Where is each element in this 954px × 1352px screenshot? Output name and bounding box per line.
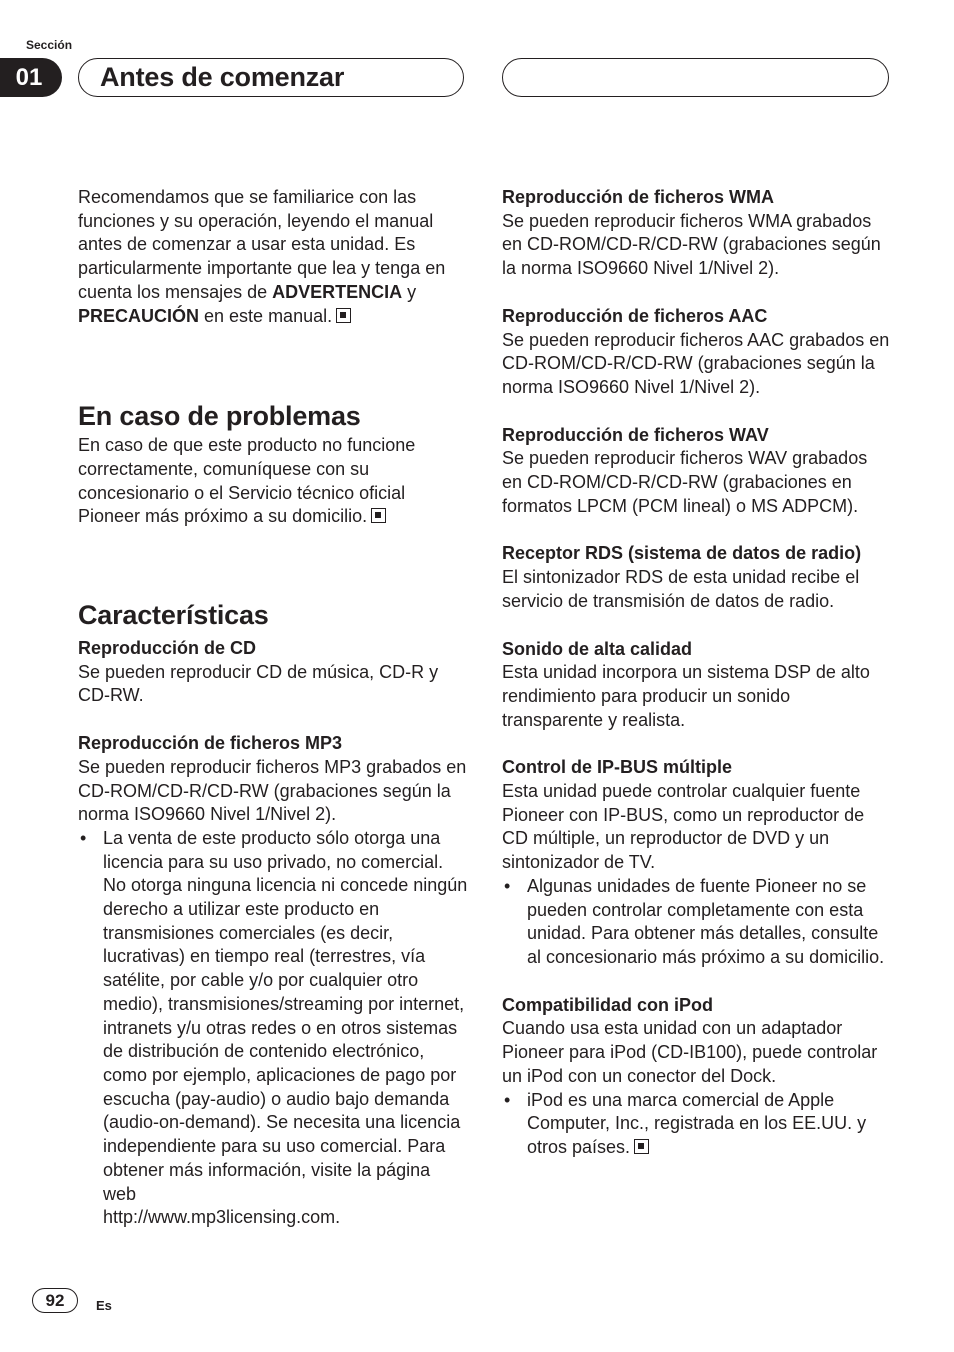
end-of-section-icon xyxy=(634,1139,649,1154)
cd-text: Se pueden reproducir CD de música, CD-R y CD-RW. xyxy=(78,661,439,706)
sound-text: Esta unidad incorpora un sistema DSP de alto rendimiento para producir un sonido transparente y realista. xyxy=(502,662,870,730)
ipbus-text: Esta unidad puede controlar cualquier fuente Pioneer con IP-BUS, como un reproductor de CD múltiple, un reproductor de DVD y un sintonizador de TV. xyxy=(502,781,865,873)
intro-text-3: en este manual. xyxy=(199,305,333,326)
wav-text: Se pueden reproducir ficheros WAV grabados en CD-ROM/CD-R/CD-RW (grabaciones en formatos LPCM (PCM lineal) o MS ADPCM). xyxy=(502,448,868,516)
right-column xyxy=(502,186,892,1160)
warning-keyword: ADVERTENCIA xyxy=(272,281,403,302)
features-title: Características xyxy=(78,600,269,631)
language-code: Es xyxy=(96,1298,112,1313)
wav-heading: Reproducción de ficheros WAV xyxy=(502,424,769,445)
ipod-heading: Compatibilidad con iPod xyxy=(502,994,713,1015)
sound-heading: Sonido de alta calidad xyxy=(502,638,693,659)
ipod-bullet-text: iPod es una marca comercial de Apple Computer, Inc., registrada en los EE.UU. y otros países. xyxy=(527,1089,867,1157)
intro-text-2: y xyxy=(402,281,417,302)
problems-text-body: En caso de que este producto no funcione correctamente, comuníquese con su concesionario o el Servicio técnico oficial Pioneer más próximo a su domicilio. xyxy=(78,435,416,527)
bullet-dot: • xyxy=(504,1089,511,1110)
end-of-section-icon xyxy=(371,508,386,523)
problems-text xyxy=(78,434,468,529)
mp3-bullet-text: La venta de este producto sólo otorga una licencia para su uso privado, no comercial. No otorga ninguna licencia ni concede ningún derecho a utilizar este producto en transmisiones comerciales (es decir, lucrativas) en tiempo real (terrestres, vía satélite, por cable y/o por cualquier otro medio), transmisiones/streaming por internet, intranets y/u otras redes o en otros sistemas de distribución de contenido electrónico, como por ejemplo, aplicaciones de pago por escucha (pay-audio) o audio bajo demanda (audio-on-demand). Se necesita una licencia independiente para su uso comercial. Para obtener más información, visite la página web xyxy=(103,827,468,1204)
section-number-tab: 01 xyxy=(0,58,62,97)
section-title: Antes de comenzar xyxy=(100,62,345,92)
intro-paragraph xyxy=(78,186,468,328)
cd-heading: Reproducción de CD xyxy=(78,638,257,659)
section-label: Sección xyxy=(26,38,73,52)
ipod-bullet xyxy=(502,1089,892,1160)
mp3-bullet xyxy=(78,827,468,1230)
problems-title: En caso de problemas xyxy=(78,401,361,432)
ipbus-heading: Control de IP-BUS múltiple xyxy=(502,757,733,778)
ipbus-bullet-text: Algunas unidades de fuente Pioneer no se pueden controlar completamente con esta unidad. Para obtener más detalles, consulte al concesionario más próximo a su domicilio. xyxy=(527,875,885,967)
aac-heading: Reproducción de ficheros AAC xyxy=(502,305,768,326)
page-number: 92 xyxy=(32,1288,78,1313)
mp3-licensing-link[interactable]: http://www.mp3licensing.com. xyxy=(103,1207,341,1228)
ipbus-bullet xyxy=(502,875,892,970)
aac-text: Se pueden reproducir ficheros AAC grabados en CD-ROM/CD-R/CD-RW (grabaciones según la norma ISO9660 Nivel 1/Nivel 2). xyxy=(502,329,890,397)
rds-heading: Receptor RDS (sistema de datos de radio) xyxy=(502,543,862,564)
bullet-dot: • xyxy=(80,827,87,848)
rds-text: El sintonizador RDS de esta unidad recibe el servicio de transmisión de datos de radio. xyxy=(502,567,860,611)
wma-text: Se pueden reproducir ficheros WMA grabados en CD-ROM/CD-R/CD-RW (grabaciones según la norma ISO9660 Nivel 1/Nivel 2). xyxy=(502,210,881,279)
mp3-text: Se pueden reproducir ficheros MP3 grabados en CD-ROM/CD-R/CD-RW (grabaciones según la norma ISO9660 Nivel 1/Nivel 2). xyxy=(78,756,467,825)
end-of-section-icon xyxy=(336,308,351,323)
ipod-text: Cuando usa esta unidad con un adaptador Pioneer para iPod (CD-IB100), puede controlar un iPod con un conector del Dock. xyxy=(502,1018,878,1086)
wma-heading: Reproducción de ficheros WMA xyxy=(502,187,775,207)
left-column xyxy=(78,186,468,1230)
section-title-box xyxy=(78,58,464,97)
mp3-heading: Reproducción de ficheros MP3 xyxy=(78,733,343,754)
caution-keyword: PRECAUCIÓN xyxy=(78,305,200,326)
right-header-box xyxy=(502,58,889,97)
intro-text-1: Recomendamos que se familiarice con las funciones y su operación, leyendo el manual antes de comenzar a usar esta unidad. Es particularmente importante que lea y tenga en cuenta los mensajes de xyxy=(78,187,446,302)
bullet-dot: • xyxy=(504,875,511,896)
